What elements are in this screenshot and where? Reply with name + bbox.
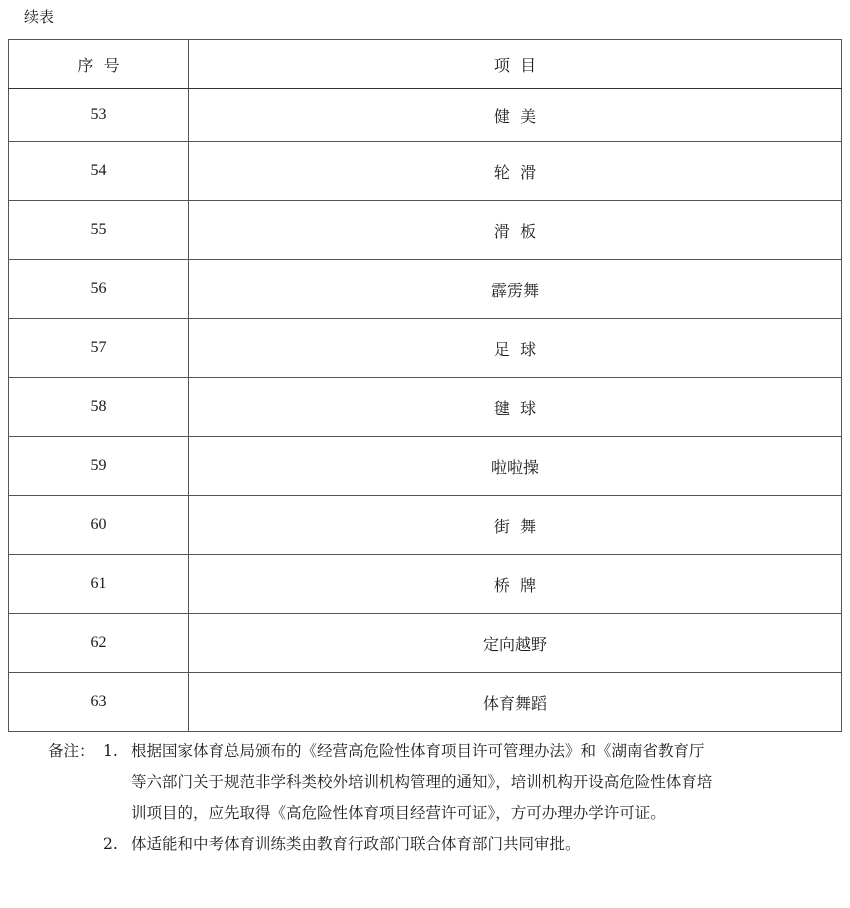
- remarks-label: 备注：: [48, 742, 95, 760]
- row-item: 桥 牌: [189, 555, 842, 614]
- remark-1-number: 1.: [103, 742, 118, 760]
- row-index: 59: [9, 437, 189, 496]
- remark-1-line-2: 等六部门关于规范非学科类校外培训机构管理的通知》，培训机构开设高危险性体育培: [131, 773, 713, 791]
- remark-1-line-3: 训项目的，应先取得《高危险性体育项目经营许可证》，方可办理办学许可证。: [131, 804, 666, 822]
- remark-2-number: 2.: [103, 835, 118, 853]
- row-index: 58: [9, 378, 189, 437]
- row-index: 57: [9, 319, 189, 378]
- row-index: 60: [9, 496, 189, 555]
- header-index: 序 号: [9, 40, 189, 89]
- continued-table-label: 续表: [24, 8, 55, 26]
- table-header-row: [9, 40, 842, 89]
- table-row: [9, 89, 842, 142]
- table-row: [9, 142, 842, 201]
- row-item: 啦啦操: [189, 437, 842, 496]
- table-row: [9, 319, 842, 378]
- table-row: [9, 614, 842, 673]
- sports-items-table: [8, 39, 842, 732]
- row-index: 56: [9, 260, 189, 319]
- table-row: [9, 673, 842, 732]
- table-row: [9, 260, 842, 319]
- row-item: 轮 滑: [189, 142, 842, 201]
- table-row: [9, 496, 842, 555]
- row-item: 体育舞蹈: [189, 673, 842, 732]
- row-index: 53: [9, 89, 189, 142]
- row-index: 63: [9, 673, 189, 732]
- row-index: 61: [9, 555, 189, 614]
- table-row: [9, 378, 842, 437]
- row-item: 街 舞: [189, 496, 842, 555]
- table-row: [9, 201, 842, 260]
- row-item: 滑 板: [189, 201, 842, 260]
- row-index: 54: [9, 142, 189, 201]
- row-index: 62: [9, 614, 189, 673]
- header-item: 项 目: [189, 40, 842, 89]
- table-row: [9, 555, 842, 614]
- row-item: 足 球: [189, 319, 842, 378]
- row-index: 55: [9, 201, 189, 260]
- remark-1-line-1: 根据国家体育总局颁布的《经营高危险性体育项目许可管理办法》和《湖南省教育厅: [131, 742, 705, 760]
- remark-2-line-1: 体适能和中考体育训练类由教育行政部门联合体育部门共同审批。: [131, 835, 581, 853]
- row-item: 健 美: [189, 89, 842, 142]
- row-item: 霹雳舞: [189, 260, 842, 319]
- row-item: 毽 球: [189, 378, 842, 437]
- table-row: [9, 437, 842, 496]
- row-item: 定向越野: [189, 614, 842, 673]
